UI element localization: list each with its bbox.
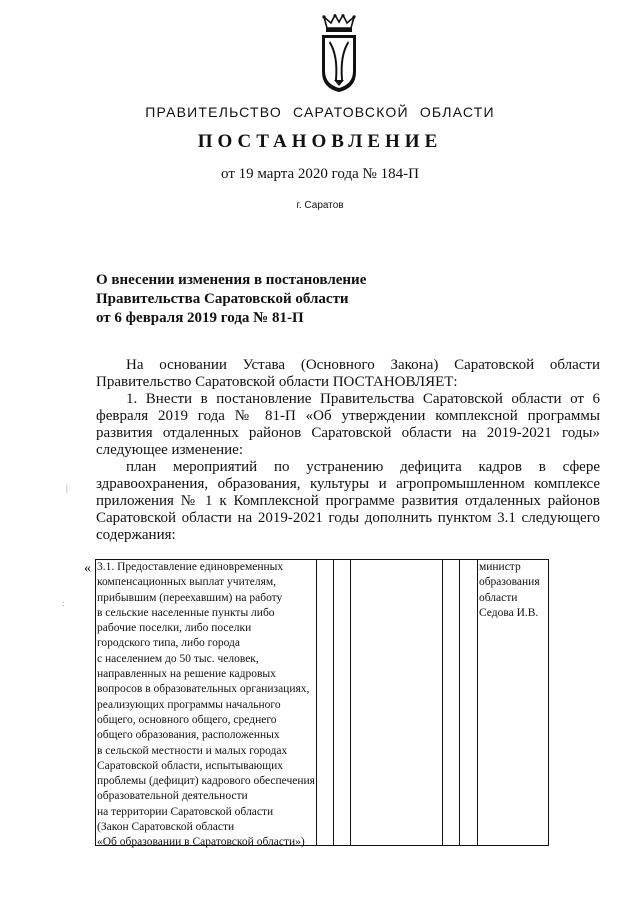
- cell-line: компенсационных выплат учителям,: [97, 576, 277, 589]
- document-date-number: от 19 марта 2020 года № 184-П: [221, 166, 419, 182]
- cell-line: Седова И.В.: [478, 606, 539, 619]
- table-cell-responsible: [477, 560, 548, 846]
- scan-artifact: |: [66, 483, 68, 493]
- cell-line: реализующих программы начального: [97, 698, 281, 711]
- table-cell-empty: [316, 560, 333, 846]
- cell-line: городского типа, либо города: [97, 637, 240, 650]
- table-cell-empty: [350, 560, 442, 846]
- body-paragraph: план мероприятий по устранению дефицита кадров в сфере здравоохранения, образования, культуры и агропромышленном комплексе приложения № 1 к Комплексной программе развития отдаленных районов Саратовской области на 2019-2021 годы дополнить пунктом 3.1 следующего содержания:: [96, 459, 600, 543]
- document-body: [96, 357, 600, 544]
- cell-line: рабочие поселки, либо поселки: [97, 622, 252, 635]
- subject-line: О внесении изменения в постановление: [96, 272, 367, 288]
- cell-line: (Закон Саратовской области: [97, 821, 235, 834]
- cell-line: в сельской местности и малых городах: [97, 744, 288, 757]
- cell-line: вопросов в образовательных организациях,: [97, 683, 310, 696]
- body-paragraph: 1. Внести в постановление Правительства Саратовской области от 6 февраля 2019 года № 81-П «Об утверждении комплексной программы развития отдаленных районов Саратовской области на 2019-2021 годы» следующее изменение:: [96, 391, 600, 458]
- subject-line: от 6 февраля 2019 года № 81-П: [96, 310, 304, 326]
- cell-line: образовательной деятельности: [97, 790, 248, 803]
- cell-line: в сельские населенные пункты либо: [97, 606, 275, 619]
- cell-line: с населением до 50 тыс. человек,: [97, 652, 259, 665]
- coat-of-arms-emblem: [315, 14, 363, 94]
- cell-line: области: [478, 591, 518, 604]
- cell-line: прибывшим (переехавшим) на работу: [97, 591, 283, 604]
- body-paragraph: На основании Устава (Основного Закона) Саратовской области Правительство Саратовской области ПОСТАНОВЛЯЕТ:: [96, 357, 600, 390]
- table-cell-empty: [459, 560, 477, 846]
- document-city: г. Саратов: [296, 200, 344, 211]
- plan-table: [95, 559, 549, 849]
- cell-line: общего образования, расположенных: [97, 729, 280, 742]
- cell-line: общего, основного общего, среднего: [97, 713, 277, 726]
- cell-line: на территории Саратовской области: [97, 805, 274, 818]
- opening-quote-mark: «: [84, 561, 91, 576]
- cell-line: Саратовской области, испытывающих: [97, 759, 284, 772]
- cell-line: 3.1. Предоставление единовременных: [97, 561, 284, 573]
- document-subject: [96, 271, 396, 328]
- table-cell-item: [96, 560, 317, 849]
- subject-line: Правительства Саратовской области: [96, 291, 349, 307]
- table-row: [96, 560, 549, 846]
- table-cell-empty: [442, 560, 459, 846]
- cell-line: направленных на решение кадровых: [97, 668, 276, 681]
- cell-line: проблемы (дефицит) кадрового обеспечения: [97, 775, 315, 788]
- cell-line: образования: [478, 576, 540, 589]
- cell-line: «Об образовании в Саратовской области»): [97, 836, 305, 849]
- scan-artifact: :: [62, 598, 65, 608]
- document-type: ПОСТАНОВЛЕНИЕ: [197, 131, 443, 152]
- table-cell-empty: [333, 560, 350, 846]
- government-name: ПРАВИТЕЛЬСТВО САРАТОВСКОЙ ОБЛАСТИ: [145, 104, 495, 120]
- cell-line: министр: [478, 561, 521, 573]
